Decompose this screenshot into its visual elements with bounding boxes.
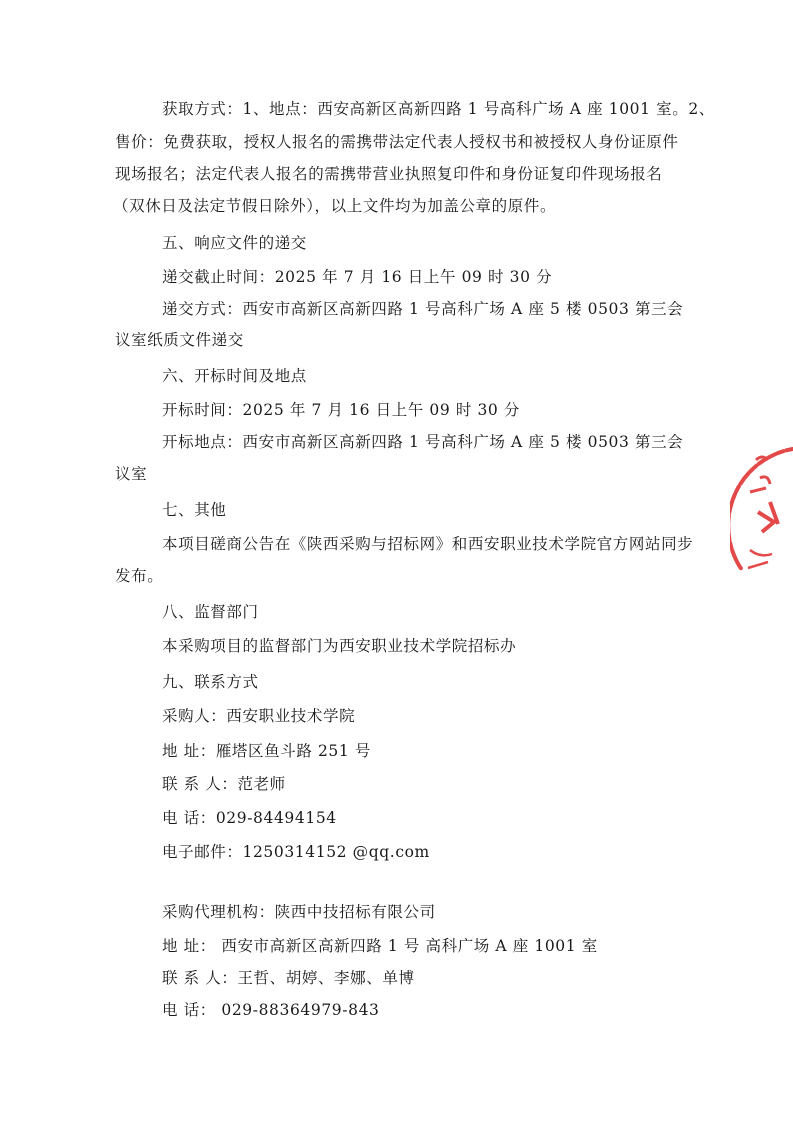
text-line-open-place-cont: 议室 <box>115 465 148 483</box>
section-heading-7: 七、其他 <box>162 501 227 519</box>
text-line-supervision: 本采购项目的监督部门为西安职业技术学院招标办 <box>162 637 517 655</box>
section-heading-9: 九、联系方式 <box>162 673 259 691</box>
text-line-publish-cont: 发布。 <box>115 567 164 585</box>
text-line-open-place: 开标地点：西安市高新区高新四路 1 号高科广场 A 座 5 楼 0503 第三会 <box>162 433 684 451</box>
text-line-agency-contacts: 联 系 人：王哲、胡婷、李娜、单博 <box>162 969 415 987</box>
section-heading-6: 六、开标时间及地点 <box>162 367 307 385</box>
text-line-purchaser-phone: 电 话：029-84494154 <box>162 809 337 827</box>
section-heading-8: 八、监督部门 <box>162 603 259 621</box>
text-line-agency-address: 地 址： 西安市高新区高新四路 1 号 高科广场 A 座 1001 室 <box>162 937 598 955</box>
text-line-submit-method-cont: 议室纸质文件递交 <box>115 331 244 349</box>
text-line-onsite: 现场报名；法定代表人报名的需携带营业执照复印件和身份证复印件现场报名 <box>115 165 663 183</box>
text-line-agency-phone: 电 话： 029-88364979-843 <box>162 1001 380 1019</box>
text-line-submit-method: 递交方式：西安市高新区高新四路 1 号高科广场 A 座 5 楼 0503 第三会 <box>162 300 684 318</box>
text-line-acquire-method: 获取方式：1、地点：西安高新区高新四路 1 号高科广场 A 座 1001 室。2、 <box>162 100 715 118</box>
text-line-agency: 采购代理机构：陕西中技招标有限公司 <box>162 903 436 921</box>
text-line-purchaser-address: 地 址：雁塔区鱼斗路 251 号 <box>162 742 371 760</box>
text-line-holidays: （双休日及法定节假日除外），以上文件均为加盖公章的原件。 <box>113 197 557 215</box>
text-line-price: 售价：免费获取，授权人报名的需携带法定代表人授权书和被授权人身份证原件 <box>115 133 679 151</box>
text-line-purchaser-email: 电子邮件：1250314152 @qq.com <box>162 843 430 861</box>
text-line-deadline: 递交截止时间：2025 年 7 月 16 日上午 09 时 30 分 <box>162 268 553 286</box>
section-heading-5: 五、响应文件的递交 <box>162 234 307 252</box>
official-seal-icon <box>730 440 793 610</box>
text-line-open-time: 开标时间：2025 年 7 月 16 日上午 09 时 30 分 <box>162 401 521 419</box>
text-line-publish: 本项目磋商公告在《陕西采购与招标网》和西安职业技术学院官方网站同步 <box>162 535 694 553</box>
text-line-purchaser-contact: 联 系 人：范老师 <box>162 775 286 793</box>
text-line-purchaser: 采购人：西安职业技术学院 <box>162 707 356 725</box>
